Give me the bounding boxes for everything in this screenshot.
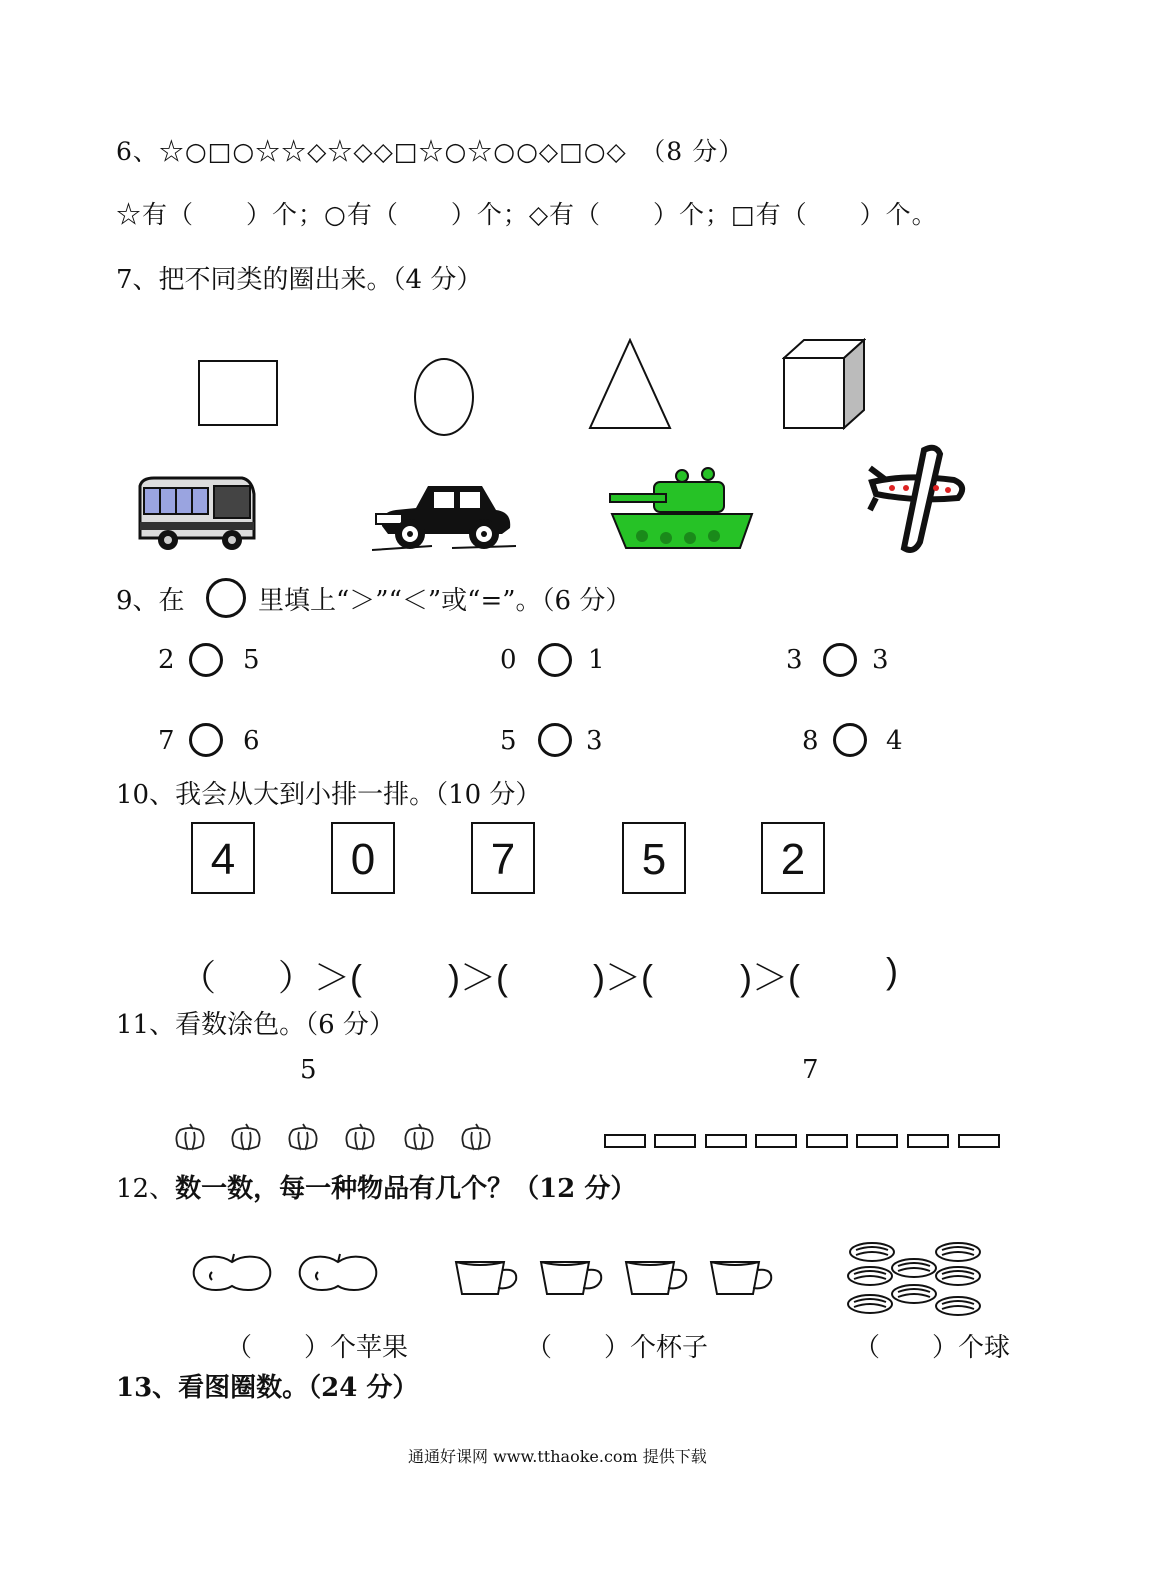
- color-cell[interactable]: [755, 1134, 797, 1148]
- q11-title: 11、看数涂色。（6 分）: [116, 1010, 395, 1040]
- balls-group-icon: [842, 1240, 986, 1320]
- blank-paren-open: （: [180, 957, 217, 998]
- tank-icon: [608, 462, 756, 554]
- number-card: 4: [191, 822, 255, 894]
- q12-title: [116, 1168, 636, 1205]
- color-cell[interactable]: [806, 1134, 848, 1148]
- color-cell[interactable]: [654, 1134, 696, 1148]
- q9-right-number: 6: [243, 726, 260, 756]
- q9-left-number: 8: [802, 726, 819, 756]
- q10-title: 10、我会从大到小排一排。（10 分）: [116, 780, 542, 810]
- q9-left-number: 2: [158, 645, 175, 675]
- pepper-icon[interactable]: [401, 1120, 437, 1154]
- circle-symbol-icon: [206, 578, 246, 618]
- answer-circle[interactable]: [189, 723, 223, 757]
- number-card: 5: [622, 822, 686, 894]
- cup-count-label: （ ）个杯子: [526, 1333, 709, 1363]
- pepper-icon[interactable]: [458, 1120, 494, 1154]
- q9-title-suffix: 里填上“＞”“＜”或“=”。（6 分）: [258, 586, 632, 616]
- q6-answer-line: ☆有（ ）个；○有（ ）个；◇有（ ）个；□有（ ）个。: [116, 200, 938, 229]
- q12-title-prefix: 12、: [116, 1174, 176, 1204]
- color-cell[interactable]: [856, 1134, 898, 1148]
- q9-left-number: 0: [500, 645, 517, 675]
- number-card: 2: [761, 822, 825, 894]
- airplane-icon: [866, 444, 970, 556]
- q9-right-number: 3: [872, 645, 889, 675]
- pepper-icon[interactable]: [228, 1120, 264, 1154]
- cup-icon: [537, 1256, 607, 1300]
- oval-shape: [414, 358, 474, 436]
- greater-than-sign: )＞(: [593, 957, 653, 998]
- q11-left-number: 5: [300, 1055, 317, 1085]
- car-icon: [372, 478, 516, 554]
- greater-than-sign: ＞(: [314, 957, 362, 998]
- pepper-icon[interactable]: [285, 1120, 321, 1154]
- q6-title: 6、☆○□○☆☆◇☆◇◇□☆○☆○○◇□○◇ （8 分）: [116, 137, 745, 166]
- q9-left-number: 7: [158, 726, 175, 756]
- square-shape: [198, 360, 278, 426]
- color-cell[interactable]: [907, 1134, 949, 1148]
- bus-icon: [134, 474, 258, 554]
- answer-circle[interactable]: [538, 643, 572, 677]
- answer-circle[interactable]: [538, 723, 572, 757]
- triangle-shape: [588, 338, 672, 430]
- cup-icon: [622, 1256, 692, 1300]
- q9-right-number: 1: [588, 645, 605, 675]
- pepper-icon[interactable]: [342, 1120, 378, 1154]
- number-card: 0: [331, 822, 395, 894]
- cup-icon: [452, 1256, 522, 1300]
- q11-right-number: 7: [802, 1055, 819, 1085]
- apple-icon: [296, 1250, 380, 1294]
- footer-text: 通通好课网 www.tthaoke.com 提供下载: [408, 1447, 707, 1466]
- greater-than-sign: )＞(: [448, 957, 508, 998]
- q9-left-number: 3: [786, 645, 803, 675]
- q12-title-bold: 数一数，每一种物品有几个？（12 分）: [175, 1174, 637, 1204]
- q9-left-number: 5: [500, 726, 517, 756]
- ball-count-label: （ ）个球: [854, 1333, 1011, 1363]
- q13-title: 13、看图圈数。（24 分）: [116, 1373, 419, 1403]
- blank-paren-close: ）: [278, 957, 315, 998]
- q9-right-number: 3: [586, 726, 603, 756]
- answer-circle[interactable]: [189, 643, 223, 677]
- color-cell[interactable]: [958, 1134, 1000, 1148]
- pepper-icon[interactable]: [172, 1120, 208, 1154]
- q7-title: 7、把不同类的圈出来。（4 分）: [116, 265, 483, 295]
- color-cell[interactable]: [604, 1134, 646, 1148]
- q9-right-number: 4: [886, 726, 903, 756]
- cube-shape: [782, 338, 866, 430]
- color-cell[interactable]: [705, 1134, 747, 1148]
- apple-icon: [190, 1250, 274, 1294]
- blank-paren-close: ): [886, 950, 898, 991]
- cup-icon: [707, 1256, 777, 1300]
- greater-than-sign: )＞(: [740, 957, 800, 998]
- q9-right-number: 5: [243, 645, 260, 675]
- q9-title-prefix: 9、在: [116, 586, 185, 616]
- apple-count-label: （ ）个苹果: [226, 1333, 409, 1363]
- number-card: 7: [471, 822, 535, 894]
- answer-circle[interactable]: [833, 723, 867, 757]
- answer-circle[interactable]: [823, 643, 857, 677]
